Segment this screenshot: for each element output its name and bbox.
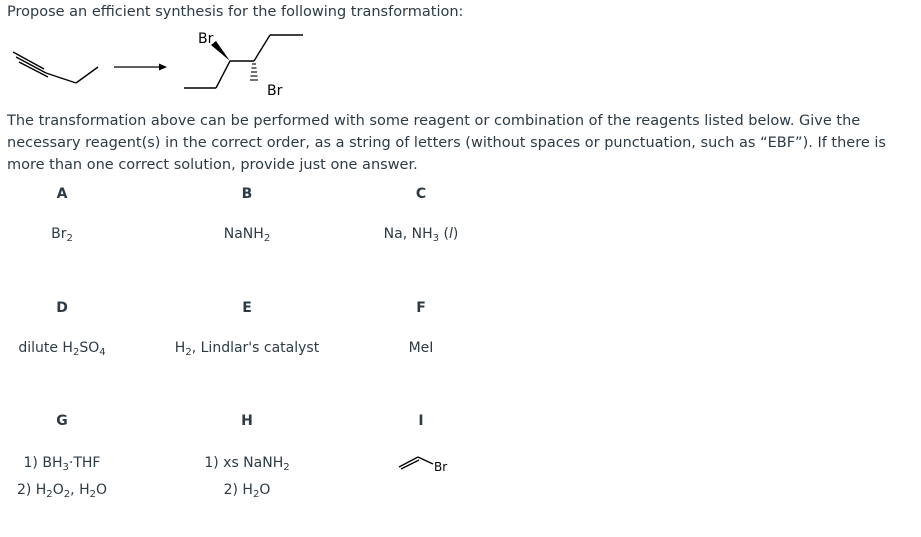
reagent-letter-d: D: [56, 300, 68, 316]
reagent-text: 1) xs NaNH: [204, 455, 284, 471]
reagent-line: [409, 337, 434, 359]
reagent-text: l: [448, 226, 453, 242]
reagent-e: [175, 337, 319, 364]
reagent-text: O: [52, 482, 64, 499]
reagent-line: [224, 223, 270, 250]
reagent-line: [51, 223, 73, 250]
reaction-scheme: [0, 26, 330, 106]
reagent-text: H: [174, 340, 186, 356]
reagent-b: [224, 223, 270, 250]
reagent-letter-a: A: [56, 186, 68, 202]
reagent-text: (: [439, 226, 449, 242]
reagent-i-allyl-bromide: [396, 450, 456, 480]
reagent-letter-c: C: [415, 186, 427, 202]
reagent-text: ·THF: [68, 455, 101, 471]
reagent-text: 2: [89, 489, 97, 501]
starting-alkyne: [13, 52, 98, 83]
product-br-top: Br: [198, 31, 214, 47]
reagent-f: [409, 337, 434, 359]
hash-bond: [250, 64, 258, 80]
reagent-text: 4: [99, 347, 106, 359]
reagent-text: SO: [79, 340, 100, 356]
reagent-letter-e: E: [242, 300, 252, 316]
reagent-letter-g: G: [56, 413, 68, 429]
reagent-text: O: [259, 482, 271, 499]
reagent-text: 3: [62, 462, 69, 474]
reagent-text: 2: [63, 489, 71, 501]
reagent-text: 2: [252, 489, 260, 501]
reagent-d: [18, 337, 105, 364]
reagent-text: 2: [66, 233, 73, 245]
reagent-text: , Lindlar's catalyst: [191, 340, 320, 356]
reagent-letter-b: B: [241, 186, 253, 202]
reagent-line: [175, 337, 319, 364]
reagent-letter-h: H: [241, 413, 253, 429]
reagent-line: [204, 452, 289, 479]
reagent-line: [204, 479, 289, 506]
reagent-text: dilute H: [18, 340, 73, 356]
reagent-letter-i: I: [418, 413, 424, 429]
reagent-text: 2: [185, 347, 192, 359]
reagent-text: 2: [263, 233, 271, 245]
instructions-text: The transformation above can be performed with some reagent or combination of the reagents listed below. Give the necessary reagent(s) in the correct order, as a string of letters (without spaces or punctuation, such as “EBF”). If there is more than one correct solution, provide just one answer.: [7, 113, 886, 173]
reaction-arrow: [114, 64, 167, 71]
reagent-text: , H: [70, 482, 90, 499]
reagent-line: [18, 337, 105, 364]
reagent-text: 2) H: [16, 482, 47, 499]
reagent-text: NaNH: [223, 226, 264, 242]
reagent-text: 2: [72, 347, 80, 359]
reagent-i-br-label: Br: [434, 460, 448, 474]
wedge-bond: [211, 41, 230, 61]
reagent-text: 3: [432, 233, 440, 245]
reagent-a: [51, 223, 73, 250]
reagent-h: [204, 452, 289, 506]
question-header: Propose an efficient synthesis for the following transformation:: [7, 4, 464, 20]
reagent-line: [17, 452, 107, 479]
reagent-text: MeI: [408, 340, 434, 356]
reagent-line: [384, 223, 459, 250]
reagent-text: 1) BH: [23, 455, 63, 471]
reagent-text: O: [96, 482, 108, 499]
product-br-bottom: Br: [267, 83, 283, 99]
reagent-g: [17, 452, 107, 506]
reagent-text: 2: [46, 489, 53, 501]
reagent-c: [384, 223, 459, 250]
reagent-text: Br: [51, 226, 67, 242]
reagent-letter-f: F: [416, 300, 426, 316]
reagent-text: 2) H: [223, 482, 253, 499]
reagent-line: [17, 479, 107, 506]
reagent-text: Na, NH: [383, 226, 433, 242]
reagent-text: ): [452, 226, 459, 242]
reagent-text: 2: [283, 462, 290, 474]
